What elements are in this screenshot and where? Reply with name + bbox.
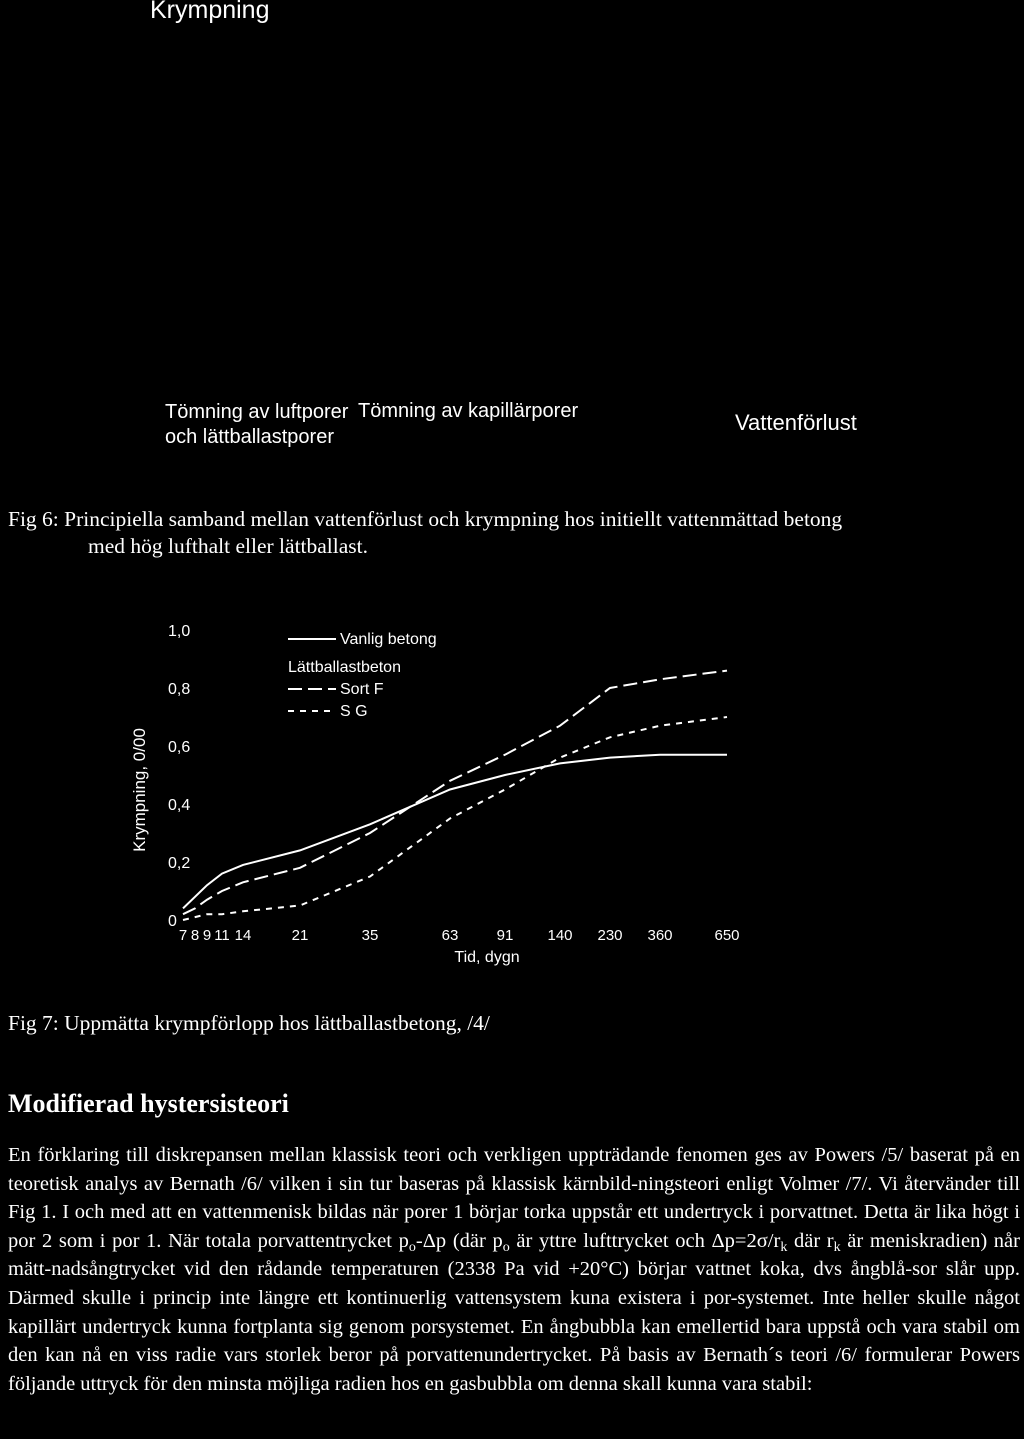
x-tick-label: 8: [190, 927, 200, 944]
subscript-o: o: [502, 1239, 510, 1255]
series-line-s-g: [183, 717, 727, 920]
body-text-part2: -Δp (där p: [415, 1229, 503, 1252]
y-tick-label: 0,8: [168, 681, 191, 698]
body-text-part4: där r: [787, 1229, 834, 1252]
fig6-xlabel-air-pores: Tömning av luftporer och lättballastporer: [165, 401, 349, 448]
subscript-k: k: [833, 1239, 841, 1255]
body-text-part1: En förklaring till diskrepansen mellan klassisk teori och verkligen uppträdande fenomen ges av Powers /5/ baserat på en teoretisk analys av Bernath /6/ vilken i sin tur baseras på klassisk kärnbild-ningsteori enligt Volmer /7/. Vi återvänder till Fig 1. I och med att en vattenmenisk bildas när porer 1 börjar torka uppstår ett undertryck i porvattnet. Detta är lika högt i por 2 som i por 1. När totala porvattentrycket p: [8, 1144, 1020, 1252]
chart-ylabel: Krympning, 0/00: [130, 728, 149, 852]
x-tick-label: 14: [234, 927, 252, 944]
fig6-caption-line2: med hög lufthalt eller lättballast.: [88, 534, 369, 558]
x-tick-label: 63: [441, 927, 459, 944]
y-tick-label: 0,6: [168, 739, 191, 756]
body-text-part3: är yttre lufttrycket och Δp=2σ/r: [509, 1229, 781, 1252]
subscript-k: k: [780, 1239, 788, 1255]
x-tick-label: 11: [214, 927, 230, 944]
fig7-chart: [100, 600, 820, 980]
y-tick-label: 0,2: [168, 855, 191, 872]
x-tick-label: 360: [647, 927, 673, 944]
fig6-caption-label: Fig 6:: [8, 507, 59, 531]
fig6-caption-line1: Principiella samband mellan vattenförlust och krympning hos initiellt vattenmättad betong: [64, 507, 843, 531]
fig7-caption: [8, 1010, 490, 1037]
fig6-ylabel: Krympning: [150, 0, 270, 24]
subscript-o: o: [408, 1239, 416, 1255]
legend-entry: S G: [340, 703, 368, 720]
x-tick-label: 35: [361, 927, 379, 944]
x-tick-label: 230: [597, 927, 623, 944]
x-tick-label: 91: [496, 927, 514, 944]
legend-entry: Vanlig betong: [340, 631, 437, 648]
chart-xlabel: Tid, dygn: [454, 949, 520, 966]
y-tick-label: 0: [168, 913, 177, 930]
fig7-caption-label: Fig 7:: [8, 1011, 59, 1035]
fig7-caption-text: Uppmätta krympförlopp hos lättballastbetong, /4/: [64, 1011, 490, 1035]
x-tick-label: 7: [178, 927, 188, 944]
x-tick-label: 140: [547, 927, 573, 944]
section-heading: Modifierad hystersisteori: [8, 1089, 289, 1118]
fig6-caption: [8, 506, 1008, 560]
series-line-sort-f: [183, 671, 727, 915]
body-text-part5: är meniskradien) når mätt-nadsångtrycket vid den rådande temperaturen (2338 Pa vid +20°C) börjar vattnet koka, dvs ångblå-sor slår upp. Därmed skulle i princip inte längre ett kontinuerlig vattensystem kuna existera i por-systemet. Inte heller skulle något kapillärt undertryck kunna fortplanta sig genom porsystemet. En ångbubbla kan emellertid bara uppstå och vara stabil om den kan nå en viss radie vars storlek beror på porvattenundertrycket. På basis av Bernath´s teori /6/ formulerar Powers följande uttryck för den minsta möjliga radien hos en gasbubbla om denna skall kunna vara stabil:: [8, 1229, 1020, 1395]
x-tick-label: 21: [291, 927, 309, 944]
y-tick-label: 0,4: [168, 797, 191, 814]
legend-entry: Sort F: [340, 681, 384, 698]
y-tick-label: 1,0: [168, 623, 191, 640]
x-tick-label: 650: [714, 927, 740, 944]
fig6-xlabel-capillary-pores: Tömning av kapillärporer: [358, 400, 579, 422]
x-tick-label: 9: [202, 927, 212, 944]
fig6-xlabel-water-loss: Vattenförlust: [735, 410, 857, 435]
legend-title: Lättballastbeton: [288, 659, 401, 676]
body-paragraph: [8, 1141, 1020, 1398]
